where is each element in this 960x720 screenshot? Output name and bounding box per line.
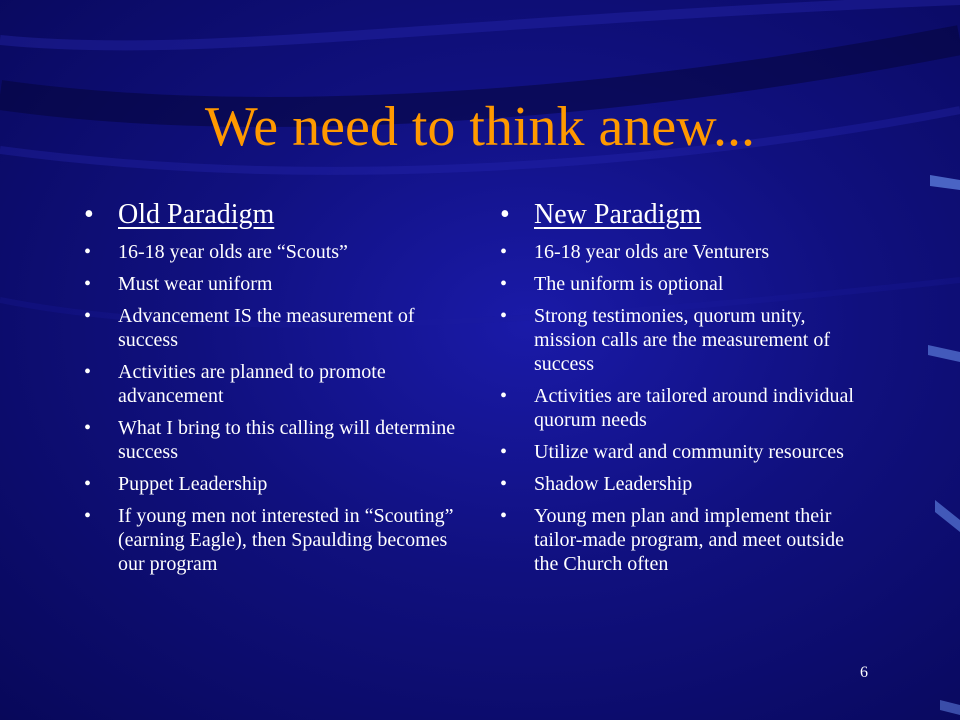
bullet-icon: •: [500, 473, 508, 495]
list-item: [84, 272, 464, 296]
old-paradigm-list: [84, 240, 464, 576]
list-item-text: Must wear uniform: [118, 273, 273, 295]
list-item-text: What I bring to this calling will determine success: [118, 417, 456, 463]
slide-title: We need to think anew...: [204, 96, 756, 158]
list-item: [500, 272, 870, 296]
list-item: [84, 304, 464, 352]
bullet-icon: •: [500, 241, 508, 263]
list-item-text: Utilize ward and community resources: [534, 441, 844, 463]
bullet-icon: •: [84, 199, 94, 230]
list-item-text: Puppet Leadership: [118, 473, 268, 495]
list-item-text: 16-18 year olds are “Scouts”: [118, 241, 348, 263]
list-item-text: Activities are tailored around individual quorum needs: [534, 385, 854, 431]
bullet-icon: •: [84, 241, 92, 263]
new-paradigm-list: [500, 240, 870, 576]
new-paradigm-heading: [500, 198, 870, 232]
list-item: [500, 472, 870, 496]
new-paradigm-heading-text: New Paradigm: [534, 199, 702, 230]
bullet-icon: •: [84, 473, 92, 495]
list-item: [84, 360, 464, 408]
bullet-icon: •: [500, 273, 508, 295]
bullet-icon: •: [500, 505, 508, 527]
bullet-icon: •: [500, 385, 508, 407]
page-number: 6: [860, 664, 868, 681]
bullet-icon: •: [500, 441, 508, 463]
bullet-icon: •: [500, 199, 510, 230]
list-item-text: 16-18 year olds are Venturers: [534, 241, 770, 263]
list-item-text: Activities are planned to promote advancement: [118, 361, 386, 407]
list-item: [84, 416, 464, 464]
list-item-text: Advancement IS the measurement of success: [118, 305, 415, 351]
old-paradigm-heading-text: Old Paradigm: [118, 199, 275, 230]
old-paradigm-heading: [84, 198, 464, 232]
list-item-text: Strong testimonies, quorum unity, mission calls are the measurement of success: [534, 305, 831, 375]
list-item: [500, 240, 870, 264]
list-item-text: The uniform is optional: [534, 273, 724, 295]
bullet-icon: •: [84, 305, 92, 327]
bullet-icon: •: [84, 417, 92, 439]
old-paradigm-column: [84, 198, 464, 584]
bullet-icon: •: [84, 361, 92, 383]
list-item: [84, 240, 464, 264]
list-item: [500, 304, 870, 376]
list-item: [84, 504, 464, 576]
list-item-text: Young men plan and implement their tailor-made program, and meet outside the Church often: [534, 505, 845, 575]
list-item: [500, 504, 870, 576]
list-item: [84, 472, 464, 496]
list-item: [500, 384, 870, 432]
bullet-icon: •: [84, 505, 92, 527]
bullet-icon: •: [84, 273, 92, 295]
list-item-text: If young men not interested in “Scouting” (earning Eagle), then Spaulding becomes our program: [118, 505, 454, 575]
new-paradigm-column: [500, 198, 870, 584]
list-item-text: Shadow Leadership: [534, 473, 693, 495]
bullet-icon: •: [500, 305, 508, 327]
list-item: [500, 440, 870, 464]
